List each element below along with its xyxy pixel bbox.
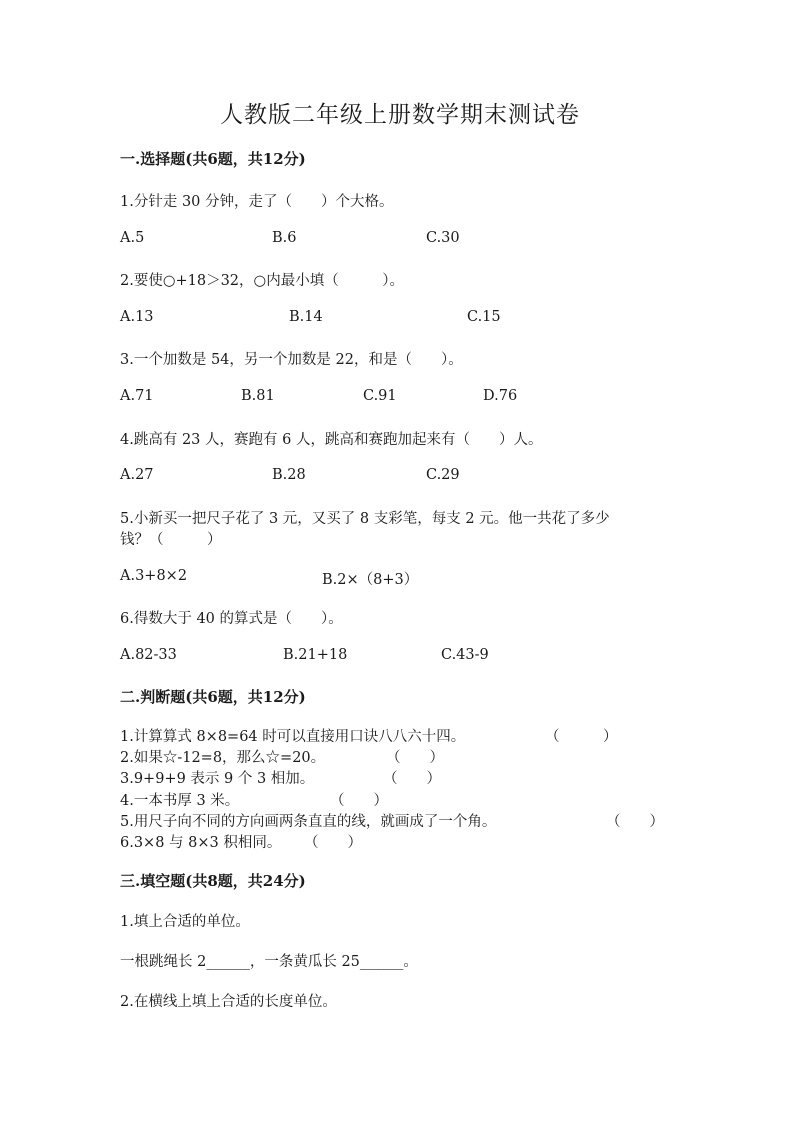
judge-answer-5: （ ） xyxy=(606,814,664,830)
question-1-5-line2: 钱？（ ） xyxy=(120,532,222,548)
option-1-3-b: B.81 xyxy=(241,388,275,404)
fill-question-1: 1.填上合适的单位。 xyxy=(120,914,250,930)
question-1-3: 3.一个加数是 54，另一个加数是 22，和是（ ）。 xyxy=(120,352,463,368)
option-1-1-a: A.5 xyxy=(120,230,145,246)
option-1-1-b: B.6 xyxy=(272,230,297,246)
judge-answer-4: （ ） xyxy=(330,793,388,809)
judge-item-1: 1.计算算式 8×8=64 时可以直接用口诀八八六十四。 xyxy=(120,729,466,745)
question-1-6: 6.得数大于 40 的算式是（ ）。 xyxy=(120,611,343,627)
question-1-2: 2.要使○+18＞32，○内最小填（ ）。 xyxy=(120,273,404,289)
section-heading-choice: 一.选择题(共6题，共12分) xyxy=(120,150,306,168)
option-1-2-a: A.13 xyxy=(120,309,154,325)
judge-answer-1: （ ） xyxy=(545,729,618,745)
judge-item-6: 6.3×8 与 8×3 积相同。 xyxy=(120,835,282,851)
section-heading-judge: 二.判断题(共6题，共12分) xyxy=(120,688,306,706)
judge-item-4: 4.一本书厚 3 米。 xyxy=(120,793,240,809)
judge-item-5: 5.用尺子向不同的方向画两条直直的线，就画成了一个角。 xyxy=(120,814,497,830)
option-1-6-a: A.82-33 xyxy=(120,647,177,663)
option-1-6-c: C.43-9 xyxy=(441,647,489,663)
judge-answer-2: （ ） xyxy=(386,750,444,766)
question-1-5-line1: 5.小新买一把尺子花了 3 元，又买了 8 支彩笔，每支 2 元。他一共花了多少 xyxy=(120,511,610,527)
option-1-2-b: B.14 xyxy=(289,309,323,325)
question-1-4: 4.跳高有 23 人，赛跑有 6 人，跳高和赛跑加起来有（ ）人。 xyxy=(120,432,543,448)
option-1-5-b: B.2×（8+3） xyxy=(322,572,419,588)
option-1-4-b: B.28 xyxy=(272,467,306,483)
judge-answer-6: （ ） xyxy=(304,835,362,851)
page-title: 人教版二年级上册数学期末测试卷 xyxy=(220,102,580,128)
judge-answer-3: （ ） xyxy=(383,771,441,787)
option-1-4-c: C.29 xyxy=(426,467,460,483)
judge-item-3: 3.9+9+9 表示 9 个 3 相加。 xyxy=(120,771,315,787)
section-heading-fill: 三.填空题(共8题，共24分) xyxy=(120,872,306,890)
option-1-1-c: C.30 xyxy=(426,230,460,246)
option-1-6-b: B.21+18 xyxy=(283,647,348,663)
question-1-1: 1.分针走 30 分钟，走了（ ）个大格。 xyxy=(120,194,394,210)
option-1-5-a: A.3+8×2 xyxy=(120,568,188,584)
fill-question-1-line: 一根跳绳长 2______，一条黄瓜长 25______。 xyxy=(120,954,418,970)
judge-item-2: 2.如果☆-12=8，那么☆=20。 xyxy=(120,750,326,766)
option-1-3-a: A.71 xyxy=(120,388,154,404)
option-1-3-c: C.91 xyxy=(363,388,397,404)
option-1-4-a: A.27 xyxy=(120,467,154,483)
option-1-3-d: D.76 xyxy=(483,388,518,404)
option-1-2-c: C.15 xyxy=(467,309,501,325)
fill-question-2: 2.在横线上填上合适的长度单位。 xyxy=(120,994,337,1010)
